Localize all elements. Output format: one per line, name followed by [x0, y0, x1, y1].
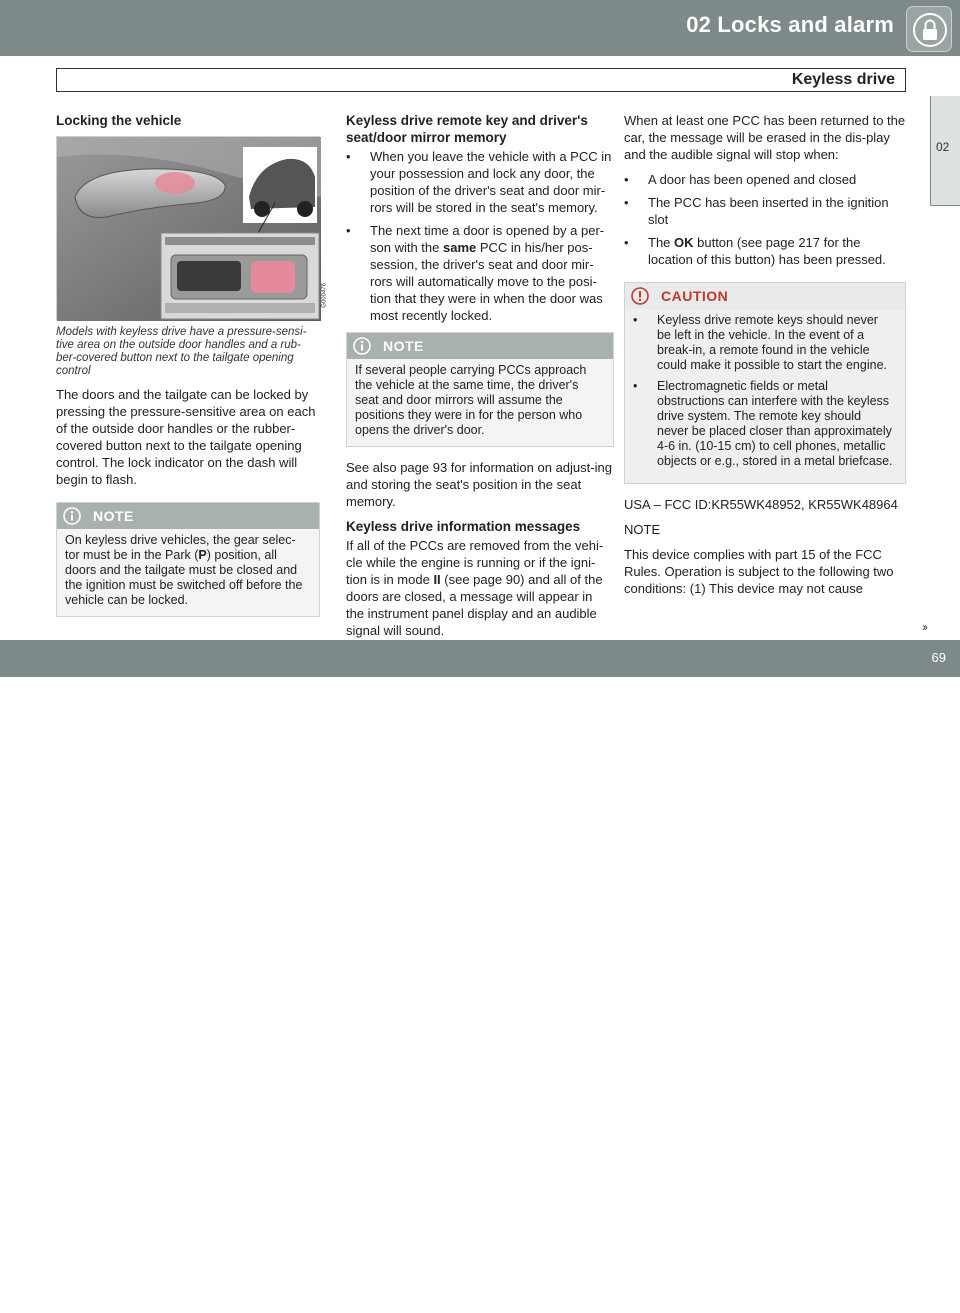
- note-header: [347, 333, 613, 359]
- column-2: [346, 112, 614, 647]
- list-item: [346, 148, 614, 216]
- bullet-mark: •: [633, 379, 638, 393]
- caution-bullets: [633, 313, 895, 469]
- note-box: [56, 502, 320, 617]
- caution-title: CAUTION: [661, 288, 729, 304]
- list-item-text: Keyless drive remote keys should never be left in the vehicle. In the event of a break-in, a remote found in the vehicle could make it possible to start the engine.: [657, 313, 887, 372]
- column-1: [56, 112, 328, 629]
- bullet-mark: •: [624, 195, 629, 210]
- note-text-part: ) position, all doors and the tailgate must be closed and the ignition must be switched off before the vehicle can be locked.: [65, 548, 303, 607]
- list-item: [624, 234, 906, 268]
- note-header: [57, 503, 319, 529]
- info-icon: [63, 507, 81, 525]
- list-item-text: When you leave the vehicle with a PCC in your possession and lock any door, the position of the driver's seat and door mir-rors will be stored in the seat's memory.: [370, 149, 612, 215]
- fcc-id: USA – FCC ID:KR55WK48952, KR55WK48964: [624, 497, 898, 512]
- list-item: [346, 222, 614, 324]
- list-item: [624, 194, 906, 228]
- page-footer: [0, 640, 960, 1313]
- fcc-note-label: NOTE: [624, 522, 661, 537]
- body-paragraph: See also page 93 for information on adjust-ing and storing the seat's position in the seat memory.: [346, 460, 612, 509]
- heading-memory: Keyless drive remote key and driver's seat/door mirror memory: [346, 113, 588, 145]
- bullet-mark: •: [624, 235, 629, 250]
- bullet-mark: •: [346, 149, 351, 164]
- page-number: 69: [931, 650, 946, 665]
- section-bar: [56, 68, 906, 92]
- watermark: carmanualsonline.info: [556, 1288, 821, 1313]
- figure-code: G000476: [322, 283, 328, 308]
- bullet-mark: •: [624, 172, 629, 187]
- list-item-bold: OK: [674, 235, 694, 250]
- door-handle-illustration: [56, 136, 328, 320]
- body-paragraph: The doors and the tailgate can be locked by pressing the pressure-sensitive area on each of the outside door handles or the rubber-covered button next to the tailgate opening control. The lock indicator on the dash will begin to flash.: [56, 387, 316, 487]
- note-text-part: On keyless drive vehicles, the gear selec-tor must be in the Park (: [65, 533, 296, 562]
- padlock-icon: [906, 6, 952, 52]
- list-item-text: Electromagnetic fields or metal obstructions can interfere with the keyless drive system. The remote key should never be placed closer than approximately 4-6 in. (10-15 cm) to cell phones, metallic objects or e.g., stored in a metal briefcase.: [657, 379, 893, 468]
- list-item-text: PCC in his/her pos-session, the driver's seat and door mir-rors will automatically move to the posi-tion that they were in when the door was most recently locked.: [370, 240, 603, 323]
- note-text: [57, 529, 319, 616]
- memory-bullets: [346, 148, 614, 324]
- caution-header: [625, 283, 905, 309]
- figure-caption: Models with keyless drive have a pressure-sensi-tive area on the outside door handles and a rub-ber-covered button next to the tailgate opening control: [56, 326, 307, 377]
- body-paragraph: [346, 537, 614, 639]
- heading-locking-vehicle: Locking the vehicle: [56, 113, 182, 128]
- caution-body: [625, 309, 905, 483]
- chapter-title: 02 Locks and alarm: [686, 12, 894, 37]
- list-item-text: button (see page 217 for the location of this button) has been pressed.: [648, 235, 886, 267]
- list-item-text: The PCC has been inserted in the ignition slot: [648, 195, 889, 227]
- list-item-text: The next time a door is opened by a per-son with the: [370, 223, 605, 255]
- bullet-mark: •: [633, 313, 638, 327]
- heading-info-messages: Keyless drive information messages: [346, 519, 581, 534]
- paragraph-text: (see page 90) and all of the doors are closed, a message will appear in the instrument panel display and an audible signal will sound.: [346, 572, 603, 638]
- caution-box: [624, 282, 906, 484]
- note-title: NOTE: [383, 338, 424, 354]
- chapter-side-tab-label: 02: [936, 140, 950, 154]
- list-item-text: A door has been opened and closed: [648, 172, 857, 187]
- bullet-mark: •: [346, 223, 351, 238]
- note-box: [346, 332, 614, 447]
- list-item-text: The: [648, 235, 675, 250]
- column-3: [624, 112, 906, 605]
- warning-icon: [631, 287, 649, 305]
- list-item-bold: same: [443, 240, 477, 255]
- page-header: [0, 0, 960, 56]
- list-item: [624, 171, 906, 188]
- paragraph-text: If all of the PCCs are removed from the vehi-cle while the engine is running or if the igni-tion is in mode: [346, 538, 604, 587]
- body-paragraph: When at least one PCC has been returned to the car, the message will be erased in the dis-play and the audible signal will stop when:: [624, 113, 906, 162]
- list-item: [633, 313, 895, 373]
- note-text-bold: P: [198, 548, 207, 562]
- note-title: NOTE: [93, 508, 134, 524]
- info-icon: [353, 337, 371, 355]
- fcc-text: This device complies with part 15 of the FCC Rules. Operation is subject to the following two conditions: (1) This device may not cause: [624, 547, 894, 596]
- section-title: Keyless drive: [791, 71, 895, 88]
- message-erase-bullets: [624, 171, 906, 268]
- paragraph-bold: II: [433, 572, 441, 587]
- note-text: If several people carrying PCCs approach the vehicle at the same time, the driver's seat and door mirrors will assume the positions they were in for the person who opens the driver's door.: [355, 363, 587, 437]
- list-item: [633, 379, 895, 469]
- next-page-arrows: ››: [922, 620, 926, 634]
